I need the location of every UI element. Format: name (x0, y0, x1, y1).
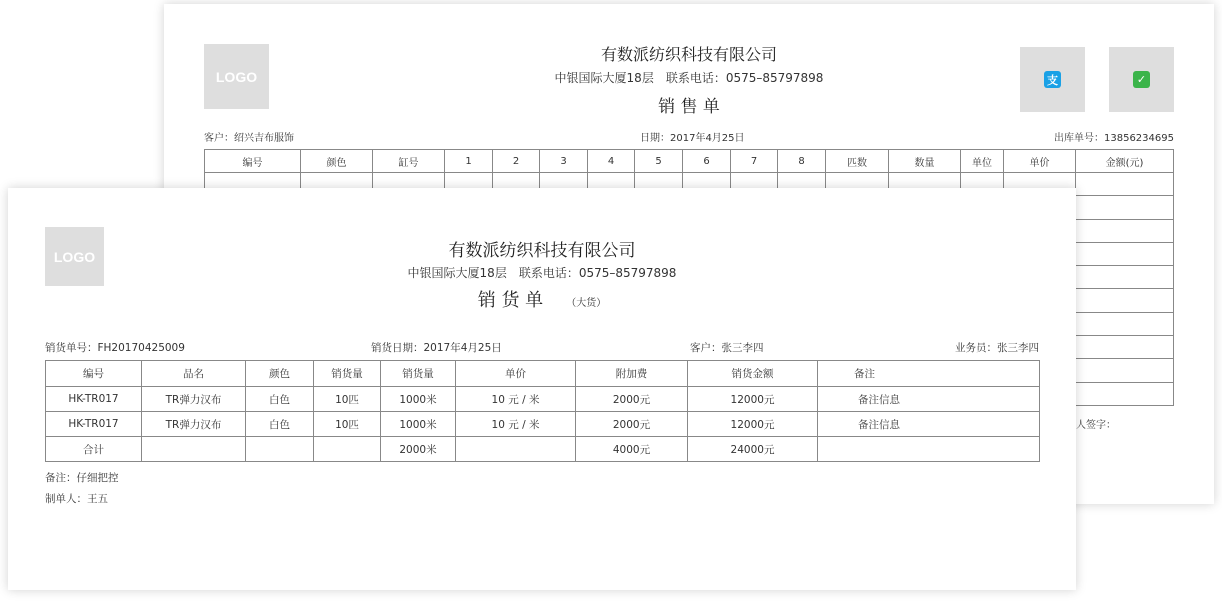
table-cell (1076, 173, 1174, 196)
table-cell: 10匹 (314, 387, 381, 412)
table-cell (818, 437, 1040, 462)
company-name: 有数派纺织科技有限公司 (600, 45, 777, 64)
table-cell (1076, 336, 1174, 359)
signature-label: 人签字： (1076, 420, 1116, 431)
column-header: 备注 (818, 361, 1040, 387)
company-address: 中银国际大厦18层 联系电话：0575–85797898 (407, 266, 677, 280)
column-header: 销货量 (381, 361, 456, 387)
delivery-order-table (45, 360, 1040, 462)
column-header: 2 (493, 150, 540, 173)
alipay-qr-icon: 支 (1020, 47, 1085, 112)
table-cell: HK-TR017 (46, 412, 142, 437)
order-date: 销货日期：2017年4月25日 (371, 342, 502, 354)
column-header: 缸号 (373, 150, 445, 173)
total-row (46, 437, 1040, 462)
column-header: 销货量 (314, 361, 381, 387)
column-header: 附加费 (576, 361, 688, 387)
table-cell (142, 437, 246, 462)
column-header: 金额(元) (1076, 150, 1174, 173)
column-header: 编号 (46, 361, 142, 387)
column-header: 单位 (961, 150, 1004, 173)
column-header: 颜色 (246, 361, 314, 387)
table-cell: HK-TR017 (46, 387, 142, 412)
document-subtitle: （大货） (566, 298, 607, 309)
maker-label: 制单人：王五 (45, 493, 108, 505)
table-cell: 4000元 (576, 437, 688, 462)
table-cell: 24000元 (688, 437, 818, 462)
table-cell: 2000米 (381, 437, 456, 462)
column-header: 单价 (1004, 150, 1076, 173)
column-header: 1 (445, 150, 493, 173)
table-cell (1076, 382, 1174, 405)
table-cell (246, 437, 314, 462)
table-cell: 12000元 (688, 387, 818, 412)
column-header: 单价 (456, 361, 576, 387)
table-row (46, 412, 1040, 437)
table-cell (1076, 242, 1174, 265)
table-cell: 10 元 / 米 (456, 387, 576, 412)
table-cell: 白色 (246, 412, 314, 437)
table-cell (1076, 289, 1174, 312)
column-header: 7 (731, 150, 778, 173)
column-header: 8 (778, 150, 826, 173)
company-address: 中银国际大厦18层 联系电话：0575–85797898 (554, 71, 824, 85)
table-cell: 白色 (246, 387, 314, 412)
company-logo: LOGO (45, 227, 104, 286)
table-cell (1076, 219, 1174, 242)
column-header: 数量 (889, 150, 961, 173)
column-header: 销货金额 (688, 361, 818, 387)
company-name: 有数派纺织科技有限公司 (448, 241, 636, 261)
column-header: 5 (635, 150, 683, 173)
column-header: 3 (540, 150, 588, 173)
table-cell: 2000元 (576, 412, 688, 437)
table-cell (1076, 266, 1174, 289)
document-title: 销 售 单 (658, 97, 720, 117)
table-cell: 合计 (46, 437, 142, 462)
delivery-order-sheet (8, 188, 1076, 590)
table-cell: TR弹力汉布 (142, 412, 246, 437)
column-header: 6 (683, 150, 731, 173)
table-cell: TR弹力汉布 (142, 387, 246, 412)
document-title: 销 货 单 (477, 290, 544, 311)
table-cell (456, 437, 576, 462)
table-cell: 12000元 (688, 412, 818, 437)
remark-label: 备注：仔细把控 (45, 472, 119, 484)
table-cell: 1000米 (381, 412, 456, 437)
column-header: 编号 (205, 150, 301, 173)
table-cell (314, 437, 381, 462)
table-cell: 10匹 (314, 412, 381, 437)
wechat-qr-icon: ✓ (1109, 47, 1174, 112)
document-title-row (8, 286, 1076, 312)
column-header: 颜色 (301, 150, 373, 173)
column-header: 匹数 (826, 150, 889, 173)
table-cell (1076, 196, 1174, 219)
table-cell: 备注信息 (818, 412, 1040, 437)
salesman-label: 业务员：张三李四 (955, 342, 1039, 354)
order-number: 销货单号：FH20170425009 (45, 342, 185, 354)
table-cell (1076, 359, 1174, 382)
table-cell: 1000米 (381, 387, 456, 412)
table-row (46, 387, 1040, 412)
customer-label: 客户：张三李四 (690, 342, 764, 354)
table-cell: 备注信息 (818, 387, 1040, 412)
company-logo: LOGO (204, 44, 269, 109)
column-header: 4 (588, 150, 635, 173)
order-number: 出库单号：13856234695 (1054, 133, 1174, 144)
table-cell: 2000元 (576, 387, 688, 412)
column-header: 品名 (142, 361, 246, 387)
table-cell: 10 元 / 米 (456, 412, 576, 437)
table-cell (1076, 312, 1174, 335)
customer-label: 客户：绍兴吉布服饰 (204, 133, 294, 144)
date-label: 日期：2017年4月25日 (640, 133, 745, 144)
